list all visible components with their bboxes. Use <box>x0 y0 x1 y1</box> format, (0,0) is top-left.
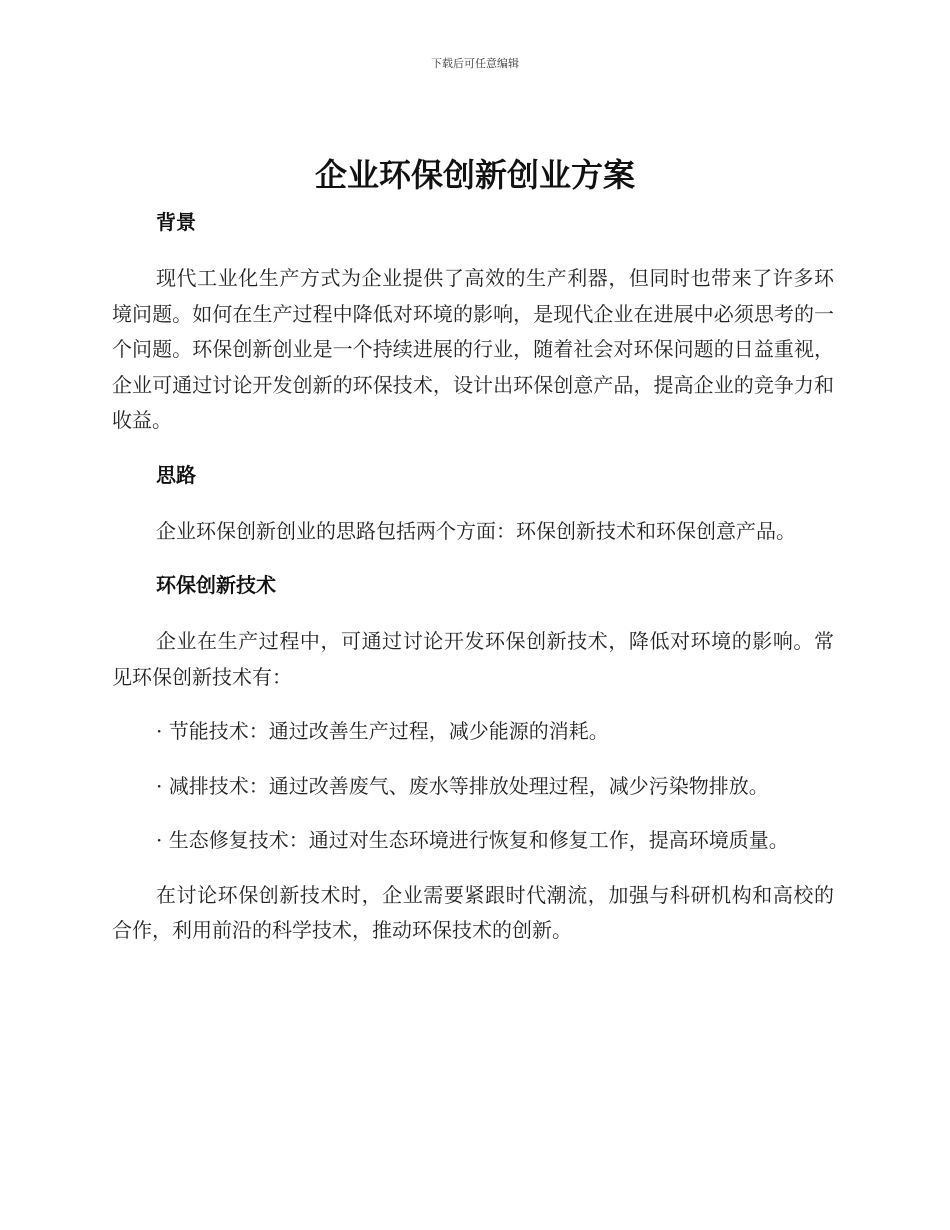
background-paragraph: 现代工业化生产方式为企业提供了高效的生产利器，但同时也带来了许多环境问题。如何在生产过程中降低对环境的影响，是现代企业在进展中必须思考的一个问题。环保创新创业是一个持续进展的行业，随着社会对环保问题的日益重视，企业可通过讨论开发创新的环保技术，设计出环保创意产品，提高企业的竞争力和收益。 <box>112 266 834 432</box>
document-title: 企业环保创新创业方案 <box>314 156 635 194</box>
section-heading-background: 背景 <box>156 210 196 234</box>
page-header-note: 下载后可任意编辑 <box>431 57 519 70</box>
technology-intro-paragraph: 企业在生产过程中，可通过讨论开发环保创新技术，降低对环境的影响。常见环保创新技术有： <box>112 629 834 689</box>
section-heading-technology: 环保创新技术 <box>156 573 276 597</box>
technology-list-item: · 生态修复技术：通过对生态环境进行恢复和修复工作，提高环境质量。 <box>156 828 789 852</box>
section-heading-approach: 思路 <box>156 462 196 487</box>
approach-paragraph: 企业环保创新创业的思路包括两个方面：环保创新技术和环保创意产品。 <box>156 518 796 543</box>
technology-list-item: · 节能技术：通过改善生产过程，减少能源的消耗。 <box>156 719 609 743</box>
technology-list-item: · 减排技术：通过改善废气、废水等排放处理过程，减少污染物排放。 <box>156 773 769 798</box>
document-body <box>112 205 834 949</box>
technology-closing-paragraph: 在讨论环保创新技术时，企业需要紧跟时代潮流，加强与科研机构和高校的合作，利用前沿的科学技术，推动环保技术的创新。 <box>112 882 834 942</box>
